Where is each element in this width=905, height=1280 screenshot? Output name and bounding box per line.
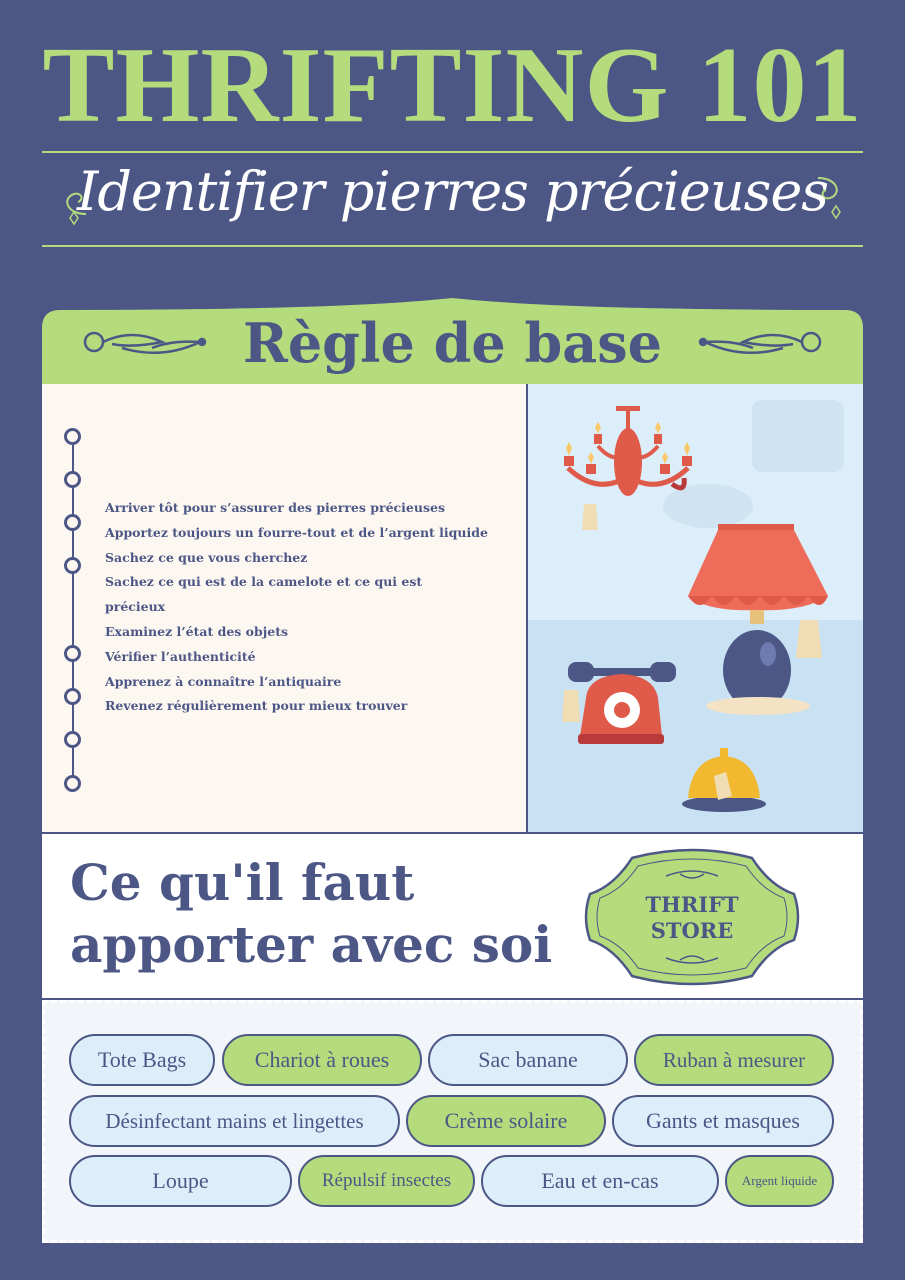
item-pill-repulsif: Répulsif insectes	[298, 1155, 475, 1207]
bottom-divider	[42, 245, 863, 247]
price-tag-icon	[562, 690, 580, 722]
timeline-dot	[64, 731, 81, 748]
poster-subtitle: Identifier pierres précieuses	[76, 160, 829, 223]
badge-text	[580, 892, 804, 944]
rule-item: Apportez toujours un fourre-tout et de l’argent liquide	[105, 524, 488, 540]
rule-item: Apprenez à connaître l’antiquaire	[105, 673, 342, 689]
timeline-dot	[64, 775, 81, 792]
rule-item: Vérifier l’authenticité	[105, 648, 256, 664]
rule-item: Sachez ce qui est de la camelote et ce qui est	[105, 574, 423, 590]
badge-line1: THRIFT	[645, 892, 739, 917]
item-pill-chariot: Chariot à roues	[222, 1034, 422, 1086]
timeline-dot	[64, 645, 81, 662]
rules-list	[105, 496, 515, 719]
rule-item: précieux	[105, 599, 166, 615]
top-divider	[42, 151, 863, 153]
item-pill-gants: Gants et masques	[612, 1095, 834, 1147]
bring-title	[70, 852, 590, 976]
bring-title-line1: Ce qu'il faut	[70, 853, 415, 912]
rule-item: Arriver tôt pour s’assurer des pierres précieuses	[105, 500, 445, 515]
price-tag-icon	[582, 504, 598, 530]
antiques-illustration	[528, 384, 863, 832]
item-pill-ruban: Ruban à mesurer	[634, 1034, 834, 1086]
item-pill-loupe: Loupe	[69, 1155, 292, 1207]
section-rules-title: Règle de base	[242, 311, 663, 375]
rule-item: Revenez régulièrement pour mieux trouver	[105, 698, 408, 714]
timeline-dot	[64, 428, 81, 445]
item-pill-eau: Eau et en-cas	[481, 1155, 719, 1207]
badge-line2: STORE	[650, 918, 734, 943]
item-pill-sac-banane: Sac banane	[428, 1034, 628, 1086]
rule-item: Examinez l’état des objets	[105, 623, 289, 639]
item-pill-argent: Argent liquide	[725, 1155, 834, 1207]
poster-title: THRIFTING 101	[42, 26, 863, 145]
item-pill-desinfectant: Désinfectant mains et lingettes	[69, 1095, 400, 1147]
bring-title-line2: apporter avec soi	[70, 915, 553, 974]
timeline-dot	[64, 557, 81, 574]
timeline-dot	[64, 688, 81, 705]
item-pill-tote-bags: Tote Bags	[69, 1034, 215, 1086]
timeline-dot	[64, 514, 81, 531]
timeline-dot	[64, 471, 81, 488]
item-pill-creme-solaire: Crème solaire	[406, 1095, 606, 1147]
rule-item: Sachez ce que vous cherchez	[105, 549, 308, 565]
price-tag-icon	[796, 620, 822, 658]
